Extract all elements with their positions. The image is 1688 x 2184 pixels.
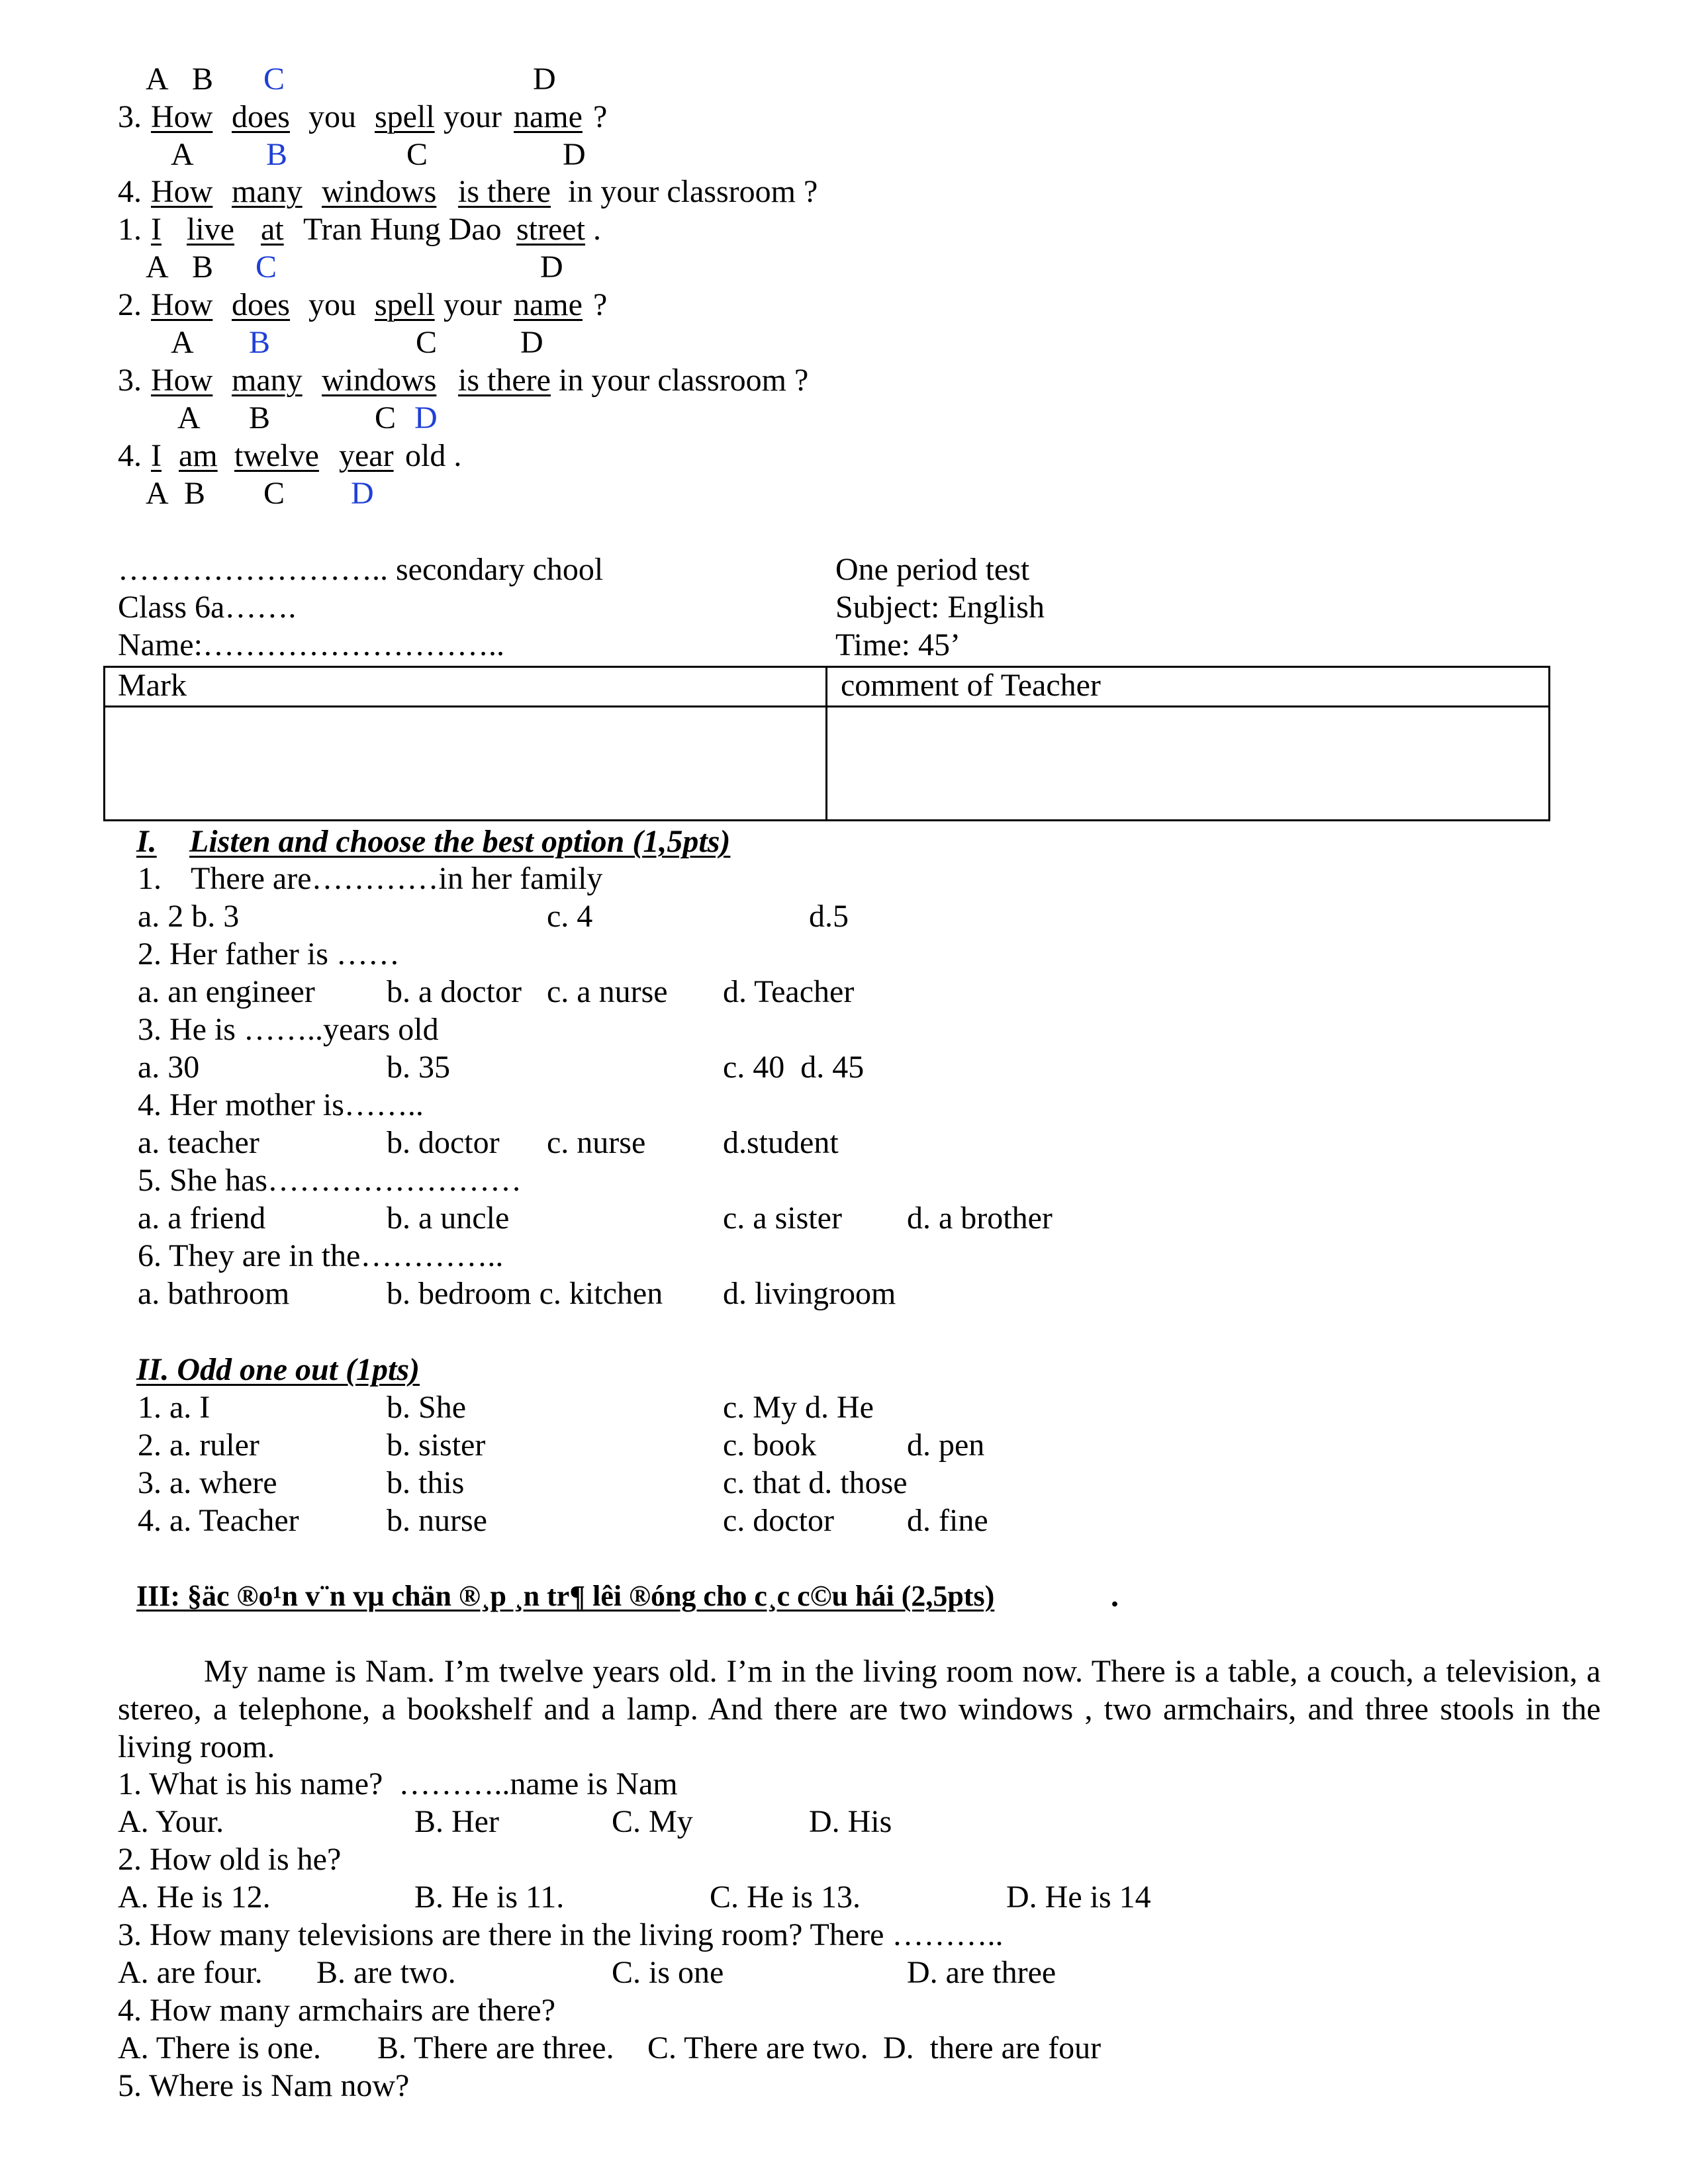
question-number: 1. (118, 212, 142, 247)
option: d.student (723, 1125, 839, 1160)
letter-d: D (540, 250, 563, 285)
time-label: Time: 45’ (835, 627, 961, 662)
option: a. bathroom (138, 1276, 290, 1311)
question-text: 4. How many armchairs are there? (118, 1993, 556, 2028)
reading-passage: My name is Nam. I’m twelve years old. I’m in the living room now. There is a table, a couch, a television, a stereo, a telephone, a bookshelf and a lamp. And there are two windows , two armchairs, and three stools in the living room. (118, 1654, 1601, 1764)
letter-b: B (184, 476, 206, 511)
option: D. He is 14 (1006, 1880, 1151, 1915)
letter-a: A (146, 250, 169, 285)
option: c. book (723, 1428, 817, 1463)
option: c. doctor (723, 1503, 834, 1538)
test-title: One period test (835, 552, 1030, 587)
punctuation: . (593, 212, 601, 247)
section-title: Listen and choose the best option (1,5pts) (189, 824, 731, 859)
letter-d: D (520, 325, 543, 360)
question-text: 6. They are in the………….. (138, 1238, 504, 1273)
option: a. teacher (138, 1125, 259, 1160)
option: 1. a. I (138, 1390, 211, 1425)
letter-b: B (192, 62, 214, 97)
option: B. are two. (316, 1955, 456, 1990)
option: A. Your. (118, 1804, 224, 1839)
question-number: 3. (118, 363, 142, 398)
option: B. He is 11. (414, 1880, 565, 1915)
word: your (444, 99, 502, 134)
option: d. a brother (907, 1201, 1053, 1236)
question-text: 2. How old is he? (118, 1842, 342, 1877)
option: c. a sister (723, 1201, 842, 1236)
underlined-word: I (151, 438, 162, 473)
word: you (308, 287, 356, 322)
underlined-word: at (261, 212, 284, 247)
option: D. are three (907, 1955, 1056, 1990)
section-title-end: . (1103, 1578, 1119, 1614)
option: a. 30 (138, 1050, 200, 1085)
option: b. nurse (387, 1503, 487, 1538)
option: b. She (387, 1390, 466, 1425)
option: a. a friend (138, 1201, 266, 1236)
option: b. bedroom c. kitchen (387, 1276, 663, 1311)
option: 4. a. Teacher (138, 1503, 299, 1538)
option: b. 35 (387, 1050, 450, 1085)
underlined-word: How (151, 287, 213, 322)
option: b. doctor (387, 1125, 500, 1160)
underlined-word: How (151, 174, 213, 209)
underlined-word: twelve (234, 438, 319, 473)
word: old . (405, 438, 462, 473)
letter-a: A (171, 325, 194, 360)
mark-cell[interactable] (106, 708, 824, 819)
option: C. is one (612, 1955, 724, 1990)
option: d.5 (809, 899, 849, 934)
option: a. 2 b. 3 (138, 899, 240, 934)
underlined-word: does (232, 99, 290, 134)
underlined-word: many (232, 174, 303, 209)
underlined-word: spell (375, 287, 435, 322)
letter-c: C (406, 137, 428, 172)
option: C. My (612, 1804, 693, 1839)
letter-c: C (375, 400, 397, 435)
underlined-word: spell (375, 99, 435, 134)
option: B. There are three. (377, 2030, 614, 2066)
option: A. There is one. (118, 2030, 322, 2066)
punctuation: ? (593, 99, 608, 134)
option: b. a doctor (387, 974, 522, 1009)
underlined-word: live (187, 212, 234, 247)
letter-a: A (146, 476, 169, 511)
underlined-word: many (232, 363, 303, 398)
underlined-word: year (339, 438, 394, 473)
option: a. an engineer (138, 974, 315, 1009)
option: A. are four. (118, 1955, 263, 1990)
question-text: 2. Her father is …… (138, 936, 400, 972)
letter-d: D (533, 62, 556, 97)
option: b. a uncle (387, 1201, 510, 1236)
option: D. His (809, 1804, 892, 1839)
question-number: 1. (138, 861, 162, 896)
underlined-word: windows (322, 174, 437, 209)
option: D. there are four (883, 2030, 1102, 2066)
question-number: 4. (118, 174, 142, 209)
mark-header: Mark (118, 668, 187, 703)
letter-b: B (192, 250, 214, 285)
word: your (444, 287, 502, 322)
option: c. My d. He (723, 1390, 874, 1425)
punctuation: ? (593, 287, 608, 322)
question-text: 3. How many televisions are there in the living room? There ……….. (118, 1917, 1004, 1952)
letter-d: D (563, 137, 586, 172)
option: d. livingroom (723, 1276, 896, 1311)
letter-b: B (249, 400, 271, 435)
underlined-word: is there (458, 174, 551, 209)
word: in your classroom ? (568, 174, 818, 209)
school-name: …………………….. secondary chool (118, 552, 604, 587)
option: C. There are two. (647, 2030, 868, 2066)
underlined-word: name (514, 99, 583, 134)
section-title: III: §äc ®o¹n v¨n vµ chän ®¸p ¸n tr¶ lêi ®óng cho c¸c c©u hái (2,5pts) (136, 1580, 995, 1612)
question-text: There are…………in her family (191, 861, 603, 896)
letter-a: A (177, 400, 201, 435)
letter-b-answer: B (266, 137, 288, 172)
question-text: 3. He is ……..years old (138, 1012, 439, 1047)
letter-b-answer: B (249, 325, 271, 360)
section-number: I. (136, 824, 157, 859)
question-text: 4. Her mother is…….. (138, 1087, 424, 1122)
underlined-word: street (516, 212, 585, 247)
word: Tran Hung Dao (303, 212, 502, 247)
class-label: Class 6a……. (118, 590, 297, 625)
letter-a: A (171, 137, 194, 172)
letter-c: C (416, 325, 438, 360)
option: d. Teacher (723, 974, 855, 1009)
underlined-word: How (151, 99, 213, 134)
underlined-word: is there (458, 363, 551, 398)
underlined-word: How (151, 363, 213, 398)
underlined-word: name (514, 287, 583, 322)
option: d. pen (907, 1428, 985, 1463)
underlined-word: am (179, 438, 218, 473)
option: B. Her (414, 1804, 499, 1839)
subject-label: Subject: English (835, 590, 1045, 625)
question-text: 1. What is his name? ………..name is Nam (118, 1766, 678, 1801)
question-number: 4. (118, 438, 142, 473)
question-number: 2. (118, 287, 142, 322)
word: in your classroom ? (559, 363, 809, 398)
option: d. fine (907, 1503, 988, 1538)
underlined-word: I (151, 212, 162, 247)
option: b. this (387, 1465, 465, 1500)
option: b. sister (387, 1428, 486, 1463)
question-text: 5. She has…………………… (138, 1163, 522, 1198)
option: A. He is 12. (118, 1880, 271, 1915)
option: c. nurse (547, 1125, 646, 1160)
student-name-label: Name:……………………….. (118, 627, 504, 662)
option: c. a nurse (547, 974, 668, 1009)
comment-header: comment of Teacher (841, 668, 1101, 703)
letter-c-answer: C (256, 250, 277, 285)
option: 3. a. where (138, 1465, 277, 1500)
question-text: 5. Where is Nam now? (118, 2068, 410, 2103)
table-divider (825, 666, 827, 821)
section-title: II. Odd one out (1pts) (136, 1352, 420, 1387)
option: c. that d. those (723, 1465, 908, 1500)
letter-c: C (263, 476, 285, 511)
comment-cell[interactable] (829, 708, 1548, 819)
underlined-word: does (232, 287, 290, 322)
question-number: 3. (118, 99, 142, 134)
word: you (308, 99, 356, 134)
option: C. He is 13. (710, 1880, 861, 1915)
option: c. 40 d. 45 (723, 1050, 865, 1085)
option: c. 4 (547, 899, 593, 934)
option: 2. a. ruler (138, 1428, 259, 1463)
letter-d-answer: D (351, 476, 374, 511)
letter-d-answer: D (414, 400, 438, 435)
underlined-word: windows (322, 363, 437, 398)
letter-c-answer: C (263, 62, 285, 97)
letter-a: A (146, 62, 169, 97)
